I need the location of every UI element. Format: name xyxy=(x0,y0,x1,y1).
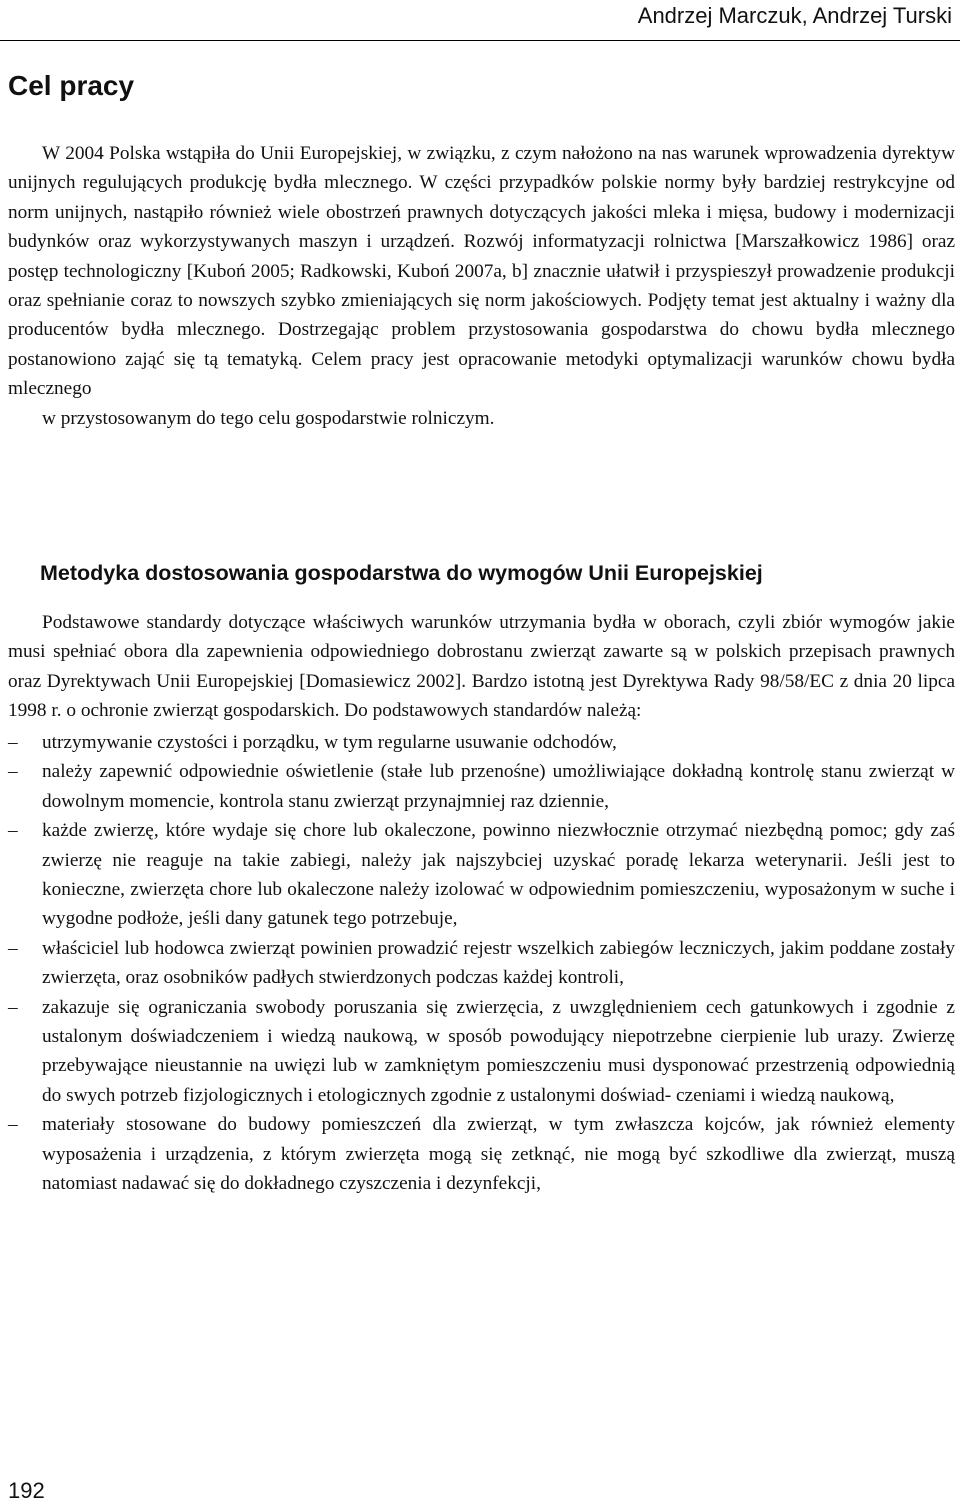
paragraph-cel-pracy xyxy=(8,139,955,433)
dash-bullet: – xyxy=(8,732,18,753)
running-header xyxy=(0,0,960,41)
list-item xyxy=(8,1110,955,1198)
dash-bullet: – xyxy=(8,761,18,783)
paragraph-cel-pracy-tail: w przystosowanym do tego celu gospodarstwie rolniczym. xyxy=(42,407,495,429)
list-item xyxy=(8,728,955,757)
standards-list xyxy=(8,728,955,1199)
header-authors: Andrzej Marczuk, Andrzej Turski xyxy=(637,3,952,28)
page-number: 192 xyxy=(8,1478,45,1503)
list-item-text: należy zapewnić odpowiednie oświetlenie (stałe lub przenośne) umożliwiające dokładną kontrolę stanu zwierząt w dowolnym momencie, kontrola stanu zwierząt przynajmniej raz dziennie, xyxy=(42,761,955,812)
list-item-text: każde zwierzę, które wydaje się chore lub okaleczone, powinno niezwłocznie otrzymać niezbędną pomoc; gdy zaś zwierzę nie reaguje na takie zabiegi, należy jak najszybciej uzyskać poradę lekarza weterynarii. Jeśli jest to konieczne, zwierzęta chore lub okaleczone należy izolować w odpowiednim pomieszczeniu, wyposażonym w suche i wygodne podłoże, jeśli dany gatunek tego potrzebuje, xyxy=(42,820,955,930)
list-item xyxy=(8,934,955,993)
paragraph-metodyka: Podstawowe standardy dotyczące właściwych warunków utrzymania bydła w oborach, czyli zbiór wymogów jakie musi spełniać obora dla zapewnienia odpowiedniego dobrostanu zwierząt zawarte są w polskich przepisach prawnych oraz Dyrektywach Unii Europejskiej [Domasiewicz 2002]. Bardzo istotną jest Dyrektywa Rady 98/58/EC z dnia 20 lipca 1998 r. o ochronie zwierząt gospodarskich. Do podstawowych standardów należą: xyxy=(8,612,955,722)
list-item xyxy=(8,816,955,934)
paragraph-cel-pracy-main: W 2004 Polska wstąpiła do Unii Europejskiej, w związku, z czym nałożono na nas warunek wprowadzenia dyrektyw unijnych regulujących produkcję bydła mlecznego. W części przypadków polskie normy były bardziej restrykcyjne od norm unijnych, nastąpiło również wiele obostrzeń prawnych dotyczących jakości mleka i mięsa, budowy i modernizacji budynków oraz wykorzystywanych maszyn i urządzeń. Rozwój informatyzacji rolnictwa [Marszałkowicz 1986] oraz postęp technologiczny [Kuboń 2005; Radkowski, Kuboń 2007a, b] znacznie ułatwił i przyspieszył prowadzenie produkcji oraz spełnianie coraz to nowszych szybko zmieniających się norm jakościowych. Podjęty temat jest aktualny i ważny dla producentów bydła mlecznego. Dostrzegając problem przystosowania gospodarstwa do chowu bydła mlecznego postanowiono zająć się tą tematyką. Celem pracy jest opracowanie metodyki optymalizacji warunków chowu bydła mlecznego xyxy=(8,143,955,400)
dash-bullet: – xyxy=(8,937,18,959)
section-title-metodyka: Metodyka dostosowania gospodarstwa do wymogów Unii Europejskiej xyxy=(40,561,763,585)
list-item-text: utrzymywanie czystości i porządku, w tym regularne usuwanie odchodów, xyxy=(42,732,617,753)
list-item-text: zakazuje się ograniczania swobody poruszania się zwierzęcia, z uwzględnieniem cech gatunkowych i zgodnie z ustalonym doświadczeniem i wiedzą naukową, w sposób powodujący niepotrzebne cierpienie lub urazy. Zwierzę przebywające nieustannie na uwięzi lub w zamkniętym pomieszczeniu musi dysponować przestrzenią odpowiednią do swych potrzeb fizjologicznych i etologicznych zgodnie z ustalonymi doświad- czeniami i wiedzą naukową, xyxy=(42,996,955,1106)
dash-bullet: – xyxy=(8,996,18,1018)
dash-bullet: – xyxy=(8,1114,18,1136)
section-title-cel-pracy: Cel pracy xyxy=(8,70,135,101)
list-item xyxy=(8,757,955,816)
list-item xyxy=(8,993,955,1111)
dash-bullet: – xyxy=(8,820,18,842)
list-item-text: materiały stosowane do budowy pomieszczeń dla zwierząt, w tym zwłaszcza kojców, jak również elementy wyposażenia i urządzenia, z którym zwierzęta mogą się zetknąć, nie mogą być szkodliwe dla zwierząt, muszą natomiast nadawać się do dokładnego czyszczenia i dezynfekcji, xyxy=(42,1114,955,1195)
list-item-text: właściciel lub hodowca zwierząt powinien prowadzić rejestr wszelkich zabiegów leczniczych, jakim poddane zostały zwierzęta, oraz osobników padłych stwierdzonych podczas każdej kontroli, xyxy=(42,937,955,989)
